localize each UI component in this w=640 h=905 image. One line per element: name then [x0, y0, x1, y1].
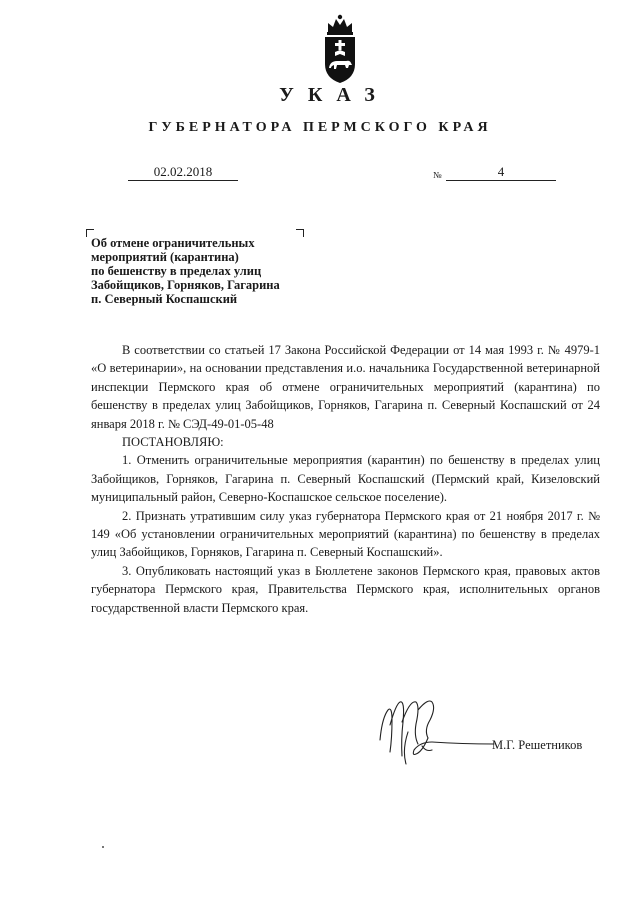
document-date: 02.02.2018	[128, 164, 238, 181]
decree-item-2: 2. Признать утратившим силу указ губернатора Пермского края от 21 ноября 2017 г. № 149 «Об установлении ограничительных мероприятий (карантина) по бешенству в пределах улиц Забойщиков, Горняков, Гагарина п. Северный Коспашский».	[91, 508, 600, 560]
subject-line: п. Северный Коспашский	[91, 292, 238, 306]
document-subject	[91, 236, 331, 306]
subject-line: по бешенству в пределах улиц	[91, 264, 262, 278]
subject-line: Об отмене ограничительных	[91, 236, 255, 250]
decree-item-1: 1. Отменить ограничительные мероприятия (карантин) по бешенству в пределах улиц Забойщиков, Горняков, Гагарина п. Северный Коспашский (Пермский край, Кизеловский муниципальный район, Северно-Коспашское сельское поселение).	[91, 453, 600, 505]
signer-name: М.Г. Решетников	[492, 738, 583, 752]
issuer-title: ГУБЕРНАТОРА ПЕРМСКОГО КРАЯ	[148, 120, 492, 135]
decree-word: ПОСТАНОВЛЯЮ:	[122, 435, 224, 450]
document-type-title: УКАЗ	[279, 84, 389, 106]
coat-of-arms-icon	[319, 12, 361, 84]
subject-line: мероприятий (карантина)	[91, 250, 239, 264]
handwritten-signature-icon	[372, 680, 502, 775]
number-sign: №	[433, 170, 442, 180]
subject-line: Забойщиков, Горняков, Гагарина	[91, 278, 280, 292]
decree-item-3: 3. Опубликовать настоящий указ в Бюллетене законов Пермского края, правовых актов губернатора Пермского края, Правительства Пермского края, исполнительных органов государственной власти Пермского края.	[91, 563, 600, 615]
document-body	[91, 341, 600, 617]
preamble-paragraph: В соответствии со статьей 17 Закона Российской Федерации от 14 мая 1993 г. № 4979-1 «О ветеринарии», на основании представления и.о. начальника Государственной ветеринарной инспекции Пермского края об отмене ограничительных мероприятий (карантина) по бешенству в пределах улиц Забойщиков, Горняков, Гагарина п. Северный Коспашский от 24 января 2018 г. № СЭД-49-01-05-48	[91, 343, 600, 431]
document-number: 4	[446, 164, 556, 181]
scan-speck	[102, 846, 104, 848]
